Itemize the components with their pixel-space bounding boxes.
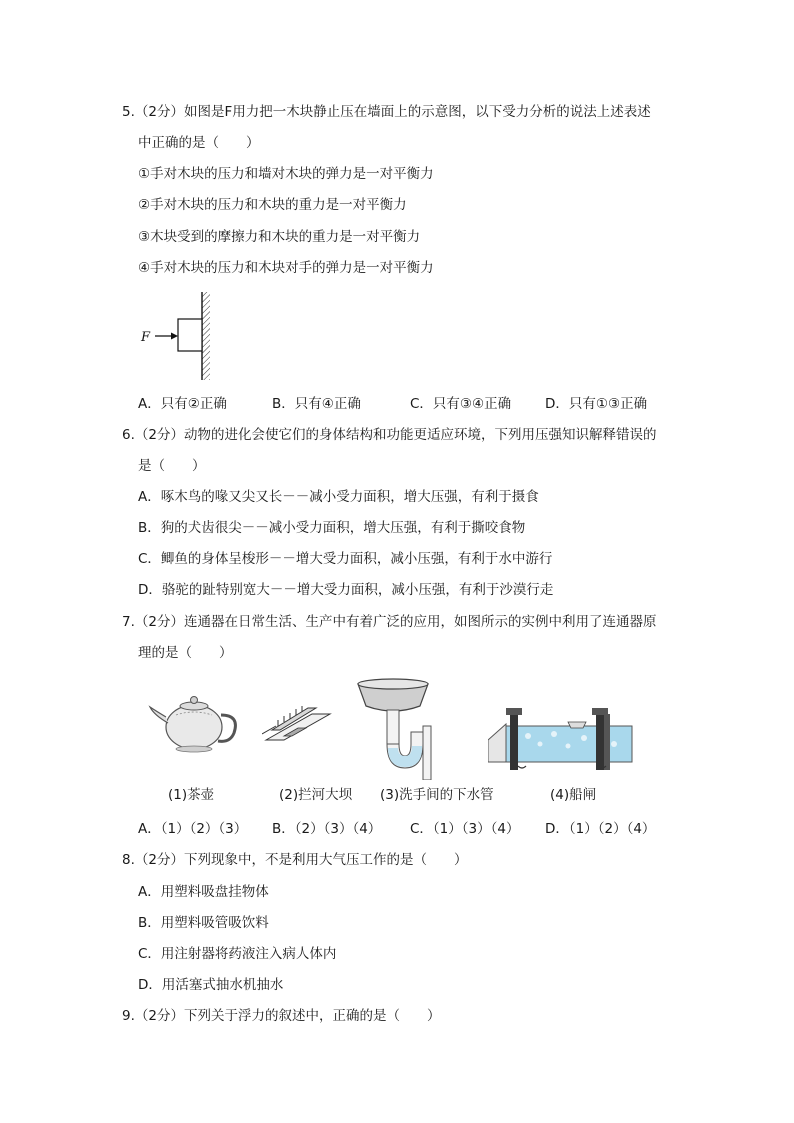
sink-drain-illustration [354,676,432,780]
wall-hatching [202,292,210,380]
question-6-stem-line1 [122,425,656,445]
figure-caption-3: (3)洗手间的下水管 [380,787,494,803]
question-number: 5. [122,104,135,120]
ship-lock-illustration [488,700,634,770]
option-d[interactable]: D．只有①③正确 [545,396,648,412]
question-8-option-d[interactable]: D．用活塞式抽水机抽水 [138,977,284,993]
question-6-stem-line2: 是（ ） [138,458,206,474]
figure-caption-2: (2)拦河大坝 [279,787,353,803]
question-score: （2分） [134,104,184,120]
question-8-option-a[interactable]: A．用塑料吸盘挂物体 [138,884,269,900]
option-c[interactable]: C．（1）（3）（4） [410,821,520,837]
question-7-stem-line2: 理的是（ ） [138,645,233,661]
question-number: 7. [122,614,135,630]
question-text: 如图是F用力把一木块静止压在墙面上的示意图，以下受力分析的说法上述表述 [183,104,651,120]
question-9-stem-line1 [122,1006,440,1026]
question-5-options [138,394,698,414]
question-number: 9. [122,1008,135,1024]
option-c[interactable]: C．只有③④正确 [410,396,512,412]
option-b[interactable]: B．只有④正确 [272,396,361,412]
dam-illustration [262,700,334,746]
teapot-illustration [146,685,242,755]
question-6-option-a[interactable]: A．啄木鸟的喙又尖又长－－减小受力面积，增大压强，有利于摄食 [138,489,539,505]
question-6-option-c[interactable]: C．鲫鱼的身体呈梭形－－增大受力面积，减小压强，有利于水中游行 [138,551,553,567]
question-score: （2分） [134,852,184,868]
question-score: （2分） [134,1008,184,1024]
question-8-option-c[interactable]: C．用注射器将药液注入病人体内 [138,946,337,962]
question-5-stem-line1 [122,102,651,122]
option-b[interactable]: B．（2）（3）（4） [272,821,382,837]
option-a[interactable]: A．（1）（2）（3） [138,821,248,837]
question-5-statement-1: ①手对木块的压力和墙对木块的弹力是一对平衡力 [138,166,434,182]
option-a[interactable]: A．只有②正确 [138,396,227,412]
question-6-option-d[interactable]: D．骆驼的趾特别宽大－－增大受力面积，减小压强，有利于沙漠行走 [138,582,554,598]
figure-caption-1: (1)茶壶 [168,787,215,803]
force-label: F [141,330,151,345]
question-6-option-b[interactable]: B．狗的犬齿很尖－－减小受力面积，增大压强，有利于撕咬食物 [138,520,526,536]
question-7-stem-line1 [122,612,656,632]
force-wall-diagram [135,290,225,382]
question-text: 连通器在日常生活、生产中有着广泛的应用，如图所示的实例中利用了连通器原 [183,614,657,630]
option-d[interactable]: D．（1）（2）（4） [545,821,656,837]
figure-caption-4: (4)船闸 [550,787,597,803]
question-text: 下列关于浮力的叙述中，正确的是（ ） [183,1008,441,1024]
question-5-statement-2: ②手对木块的压力和木块的重力是一对平衡力 [138,197,407,213]
question-text: 动物的进化会使它们的身体结构和功能更适应环境，下列用压强知识解释错误的 [183,427,657,443]
question-7-options [138,819,698,839]
question-number: 8. [122,852,135,868]
question-score: （2分） [134,427,184,443]
question-number: 6. [122,427,135,443]
force-arrow-head [171,333,178,340]
question-5-statement-4: ④手对木块的压力和木块对手的弹力是一对平衡力 [138,260,434,276]
question-5-statement-3: ③木块受到的摩擦力和木块的重力是一对平衡力 [138,229,421,245]
question-8-stem-line1 [122,850,467,870]
question-8-option-b[interactable]: B．用塑料吸管吸饮料 [138,915,269,931]
question-text: 下列现象中，不是利用大气压工作的是（ ） [183,852,468,868]
wooden-block [178,319,202,351]
question-5-stem-line2: 中正确的是（ ） [138,135,260,151]
question-score: （2分） [134,614,184,630]
